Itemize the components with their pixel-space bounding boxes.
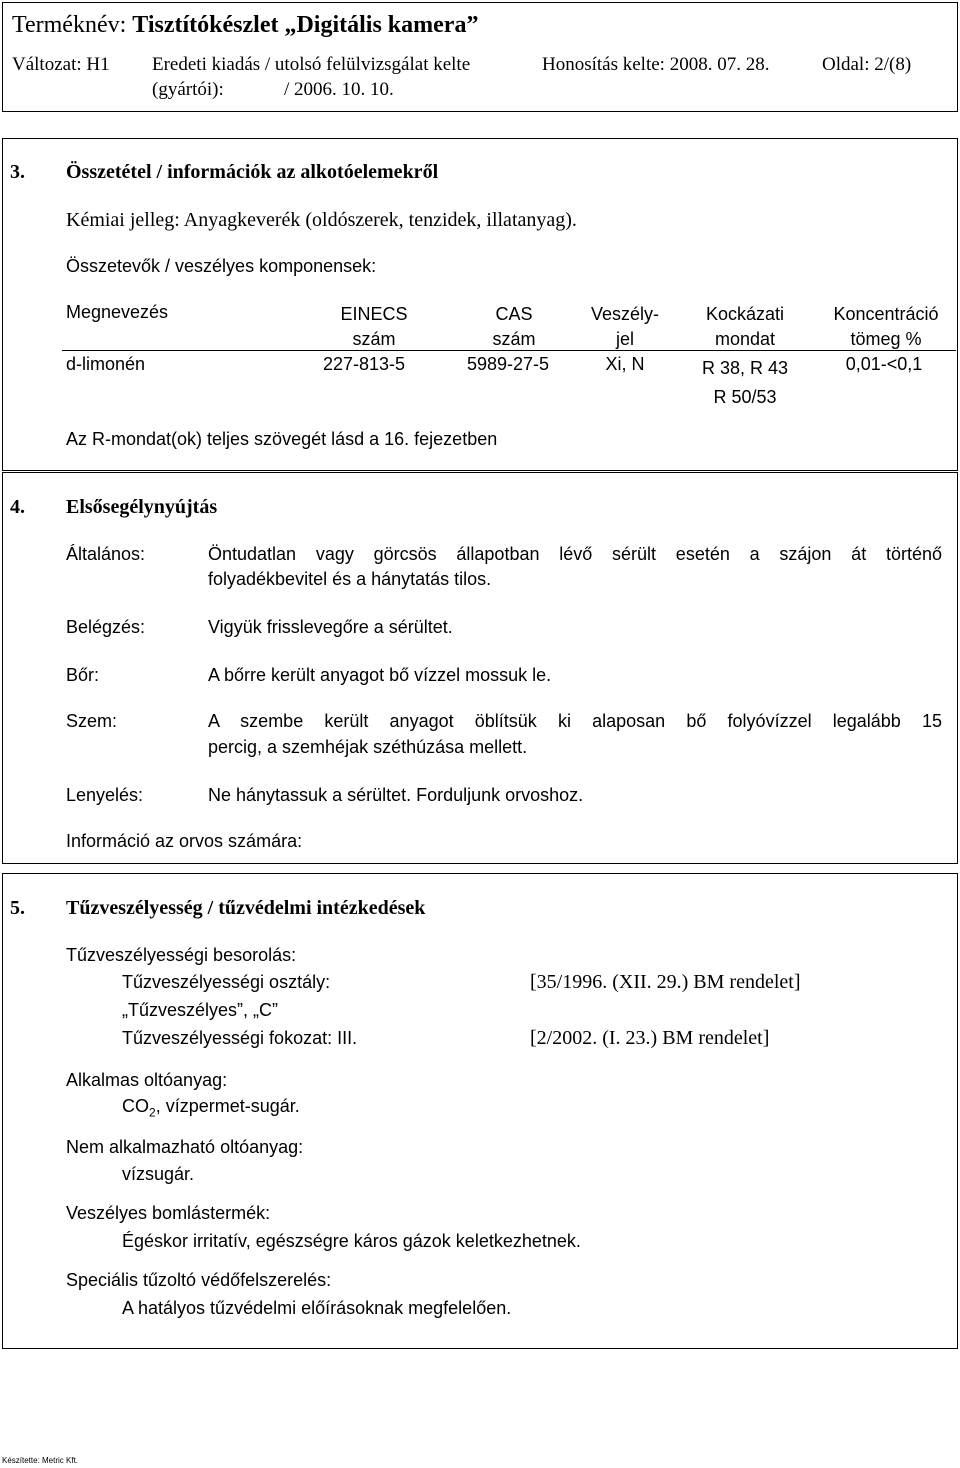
row-einecs: 227-813-5 [322,354,406,374]
version: Változat: H1 [12,54,110,75]
protective-equipment-value: A hatályos tűzvédelmi előírásoknak megfelelően. [122,1298,512,1318]
first-aid-eye-text-1: A szembe került anyagot öblítsük ki alaposan bő folyóvízzel legalább 15 [208,711,942,731]
section3-title: Összetétel / információk az alkotóelemekről [66,161,439,183]
symbol-line2: jel [615,329,634,349]
product-name: Tisztítókészlet „Digitális kamera” [132,12,479,38]
original-issue-line2: (gyártói): [152,79,224,100]
concentration-line1: Koncentráció [833,304,939,324]
einecs-line1: EINECS [340,304,408,324]
section3-number: 3. [10,161,25,183]
original-issue-date: / 2006. 10. 10. [284,79,394,100]
doctor-info-label: Információ az orvos számára: [66,831,303,851]
row-risk-line2: R 50/53 [713,387,777,407]
suitable-extinguisher-label: Alkalmas oltóanyag: [66,1070,228,1090]
decomposition-value: Égéskor irritatív, egészségre káros gázok keletkezhetnek. [122,1231,581,1251]
chemical-nature: Kémiai jelleg: Anyagkeverék (oldószerek, tenzidek, illatanyag). [66,209,577,231]
suitable-extinguisher-value [122,1096,300,1120]
suitable-rest: , vízpermet-sugár. [155,1096,300,1116]
section4-title: Elsősegélynyújtás [66,496,218,518]
table-header-risk [680,302,810,352]
components-label: Összetevők / veszélyes komponensek: [66,256,377,276]
first-aid-eye-label: Szem: [66,711,118,731]
risk-line1: Kockázati [705,304,785,324]
product-title [12,12,478,39]
table-header-rule [62,350,956,351]
row-risk [680,354,810,412]
product-label: Terméknév: [12,12,133,38]
einecs-line2: szám [352,329,396,349]
localization-date: Honosítás kelte: 2008. 07. 28. [542,54,770,75]
symbol-line1: Veszély- [590,304,660,324]
fire-class-label: Tűzveszélyességi osztály: [122,972,331,992]
unsuitable-extinguisher-label: Nem alkalmazható oltóanyag: [66,1137,304,1157]
first-aid-skin-text: A bőrre került anyagot bő vízzel mossuk le. [208,665,552,685]
row-name: d-limonén [66,354,146,374]
footer-credit: Készítette: Metric Kft. [2,1456,79,1465]
section5-number: 5. [10,897,25,919]
unsuitable-extinguisher-value: vízsugár. [122,1164,195,1184]
decomposition-label: Veszélyes bomlástermék: [66,1203,271,1223]
row-risk-line1: R 38, R 43 [701,358,789,378]
cas-line1: CAS [495,304,533,324]
first-aid-general-text-2: folyadékbevitel és a hánytatás tilos. [208,569,492,589]
table-header-cas [454,302,574,352]
first-aid-ingestion-text: Ne hánytassuk a sérültet. Forduljunk orvoshoz. [208,785,584,805]
first-aid-inhalation-text: Vigyük frisslevegőre a sérültet. [208,617,453,637]
protective-equipment-label: Speciális tűzoltó védőfelszerelés: [66,1270,332,1290]
section4-number: 4. [10,496,25,518]
co-subscript: 2 [149,1105,156,1120]
section5-title: Tűzveszélyesség / tűzvédelmi intézkedések [66,897,426,919]
row-symbol: Xi, N [605,354,645,374]
table-header-symbol [570,302,680,352]
fire-class-value: „Tűzveszélyes”, „C” [122,1000,279,1020]
table-header-einecs [314,302,434,352]
table-header-name: Megnevezés [66,302,169,322]
first-aid-general-text-1: Öntudatlan vagy görcsös állapotban lévő sérült esetén a szájon át történő [208,544,942,564]
fire-classification-label: Tűzveszélyességi besorolás: [66,945,297,965]
first-aid-inhalation-label: Belégzés: [66,617,146,637]
risk-line2: mondat [714,329,776,349]
fire-class-reference: [35/1996. (XII. 29.) BM rendelet] [530,971,801,993]
co-text: CO [122,1096,149,1116]
fire-grade: Tűzveszélyességi fokozat: III. [122,1028,358,1048]
first-aid-eye-text-2: percig, a szemhéjak széthúzása mellett. [208,737,528,757]
fire-grade-reference: [2/2002. (I. 23.) BM rendelet] [530,1027,770,1049]
table-header-concentration [816,302,956,352]
original-issue-line1: Eredeti kiadás / utolsó felülvizsgálat kelte [152,54,471,75]
r-phrase-note: Az R-mondat(ok) teljes szövegét lásd a 16. fejezetben [66,429,498,449]
first-aid-ingestion-label: Lenyelés: [66,785,144,805]
first-aid-skin-label: Bőr: [66,665,100,685]
first-aid-general-label: Általános: [66,544,146,564]
page-number: Oldal: 2/(8) [822,54,912,75]
row-concentration: 0,01-<0,1 [845,354,923,374]
row-cas: 5989-27-5 [466,354,550,374]
concentration-line2: tömeg % [850,329,922,349]
cas-line2: szám [492,329,536,349]
